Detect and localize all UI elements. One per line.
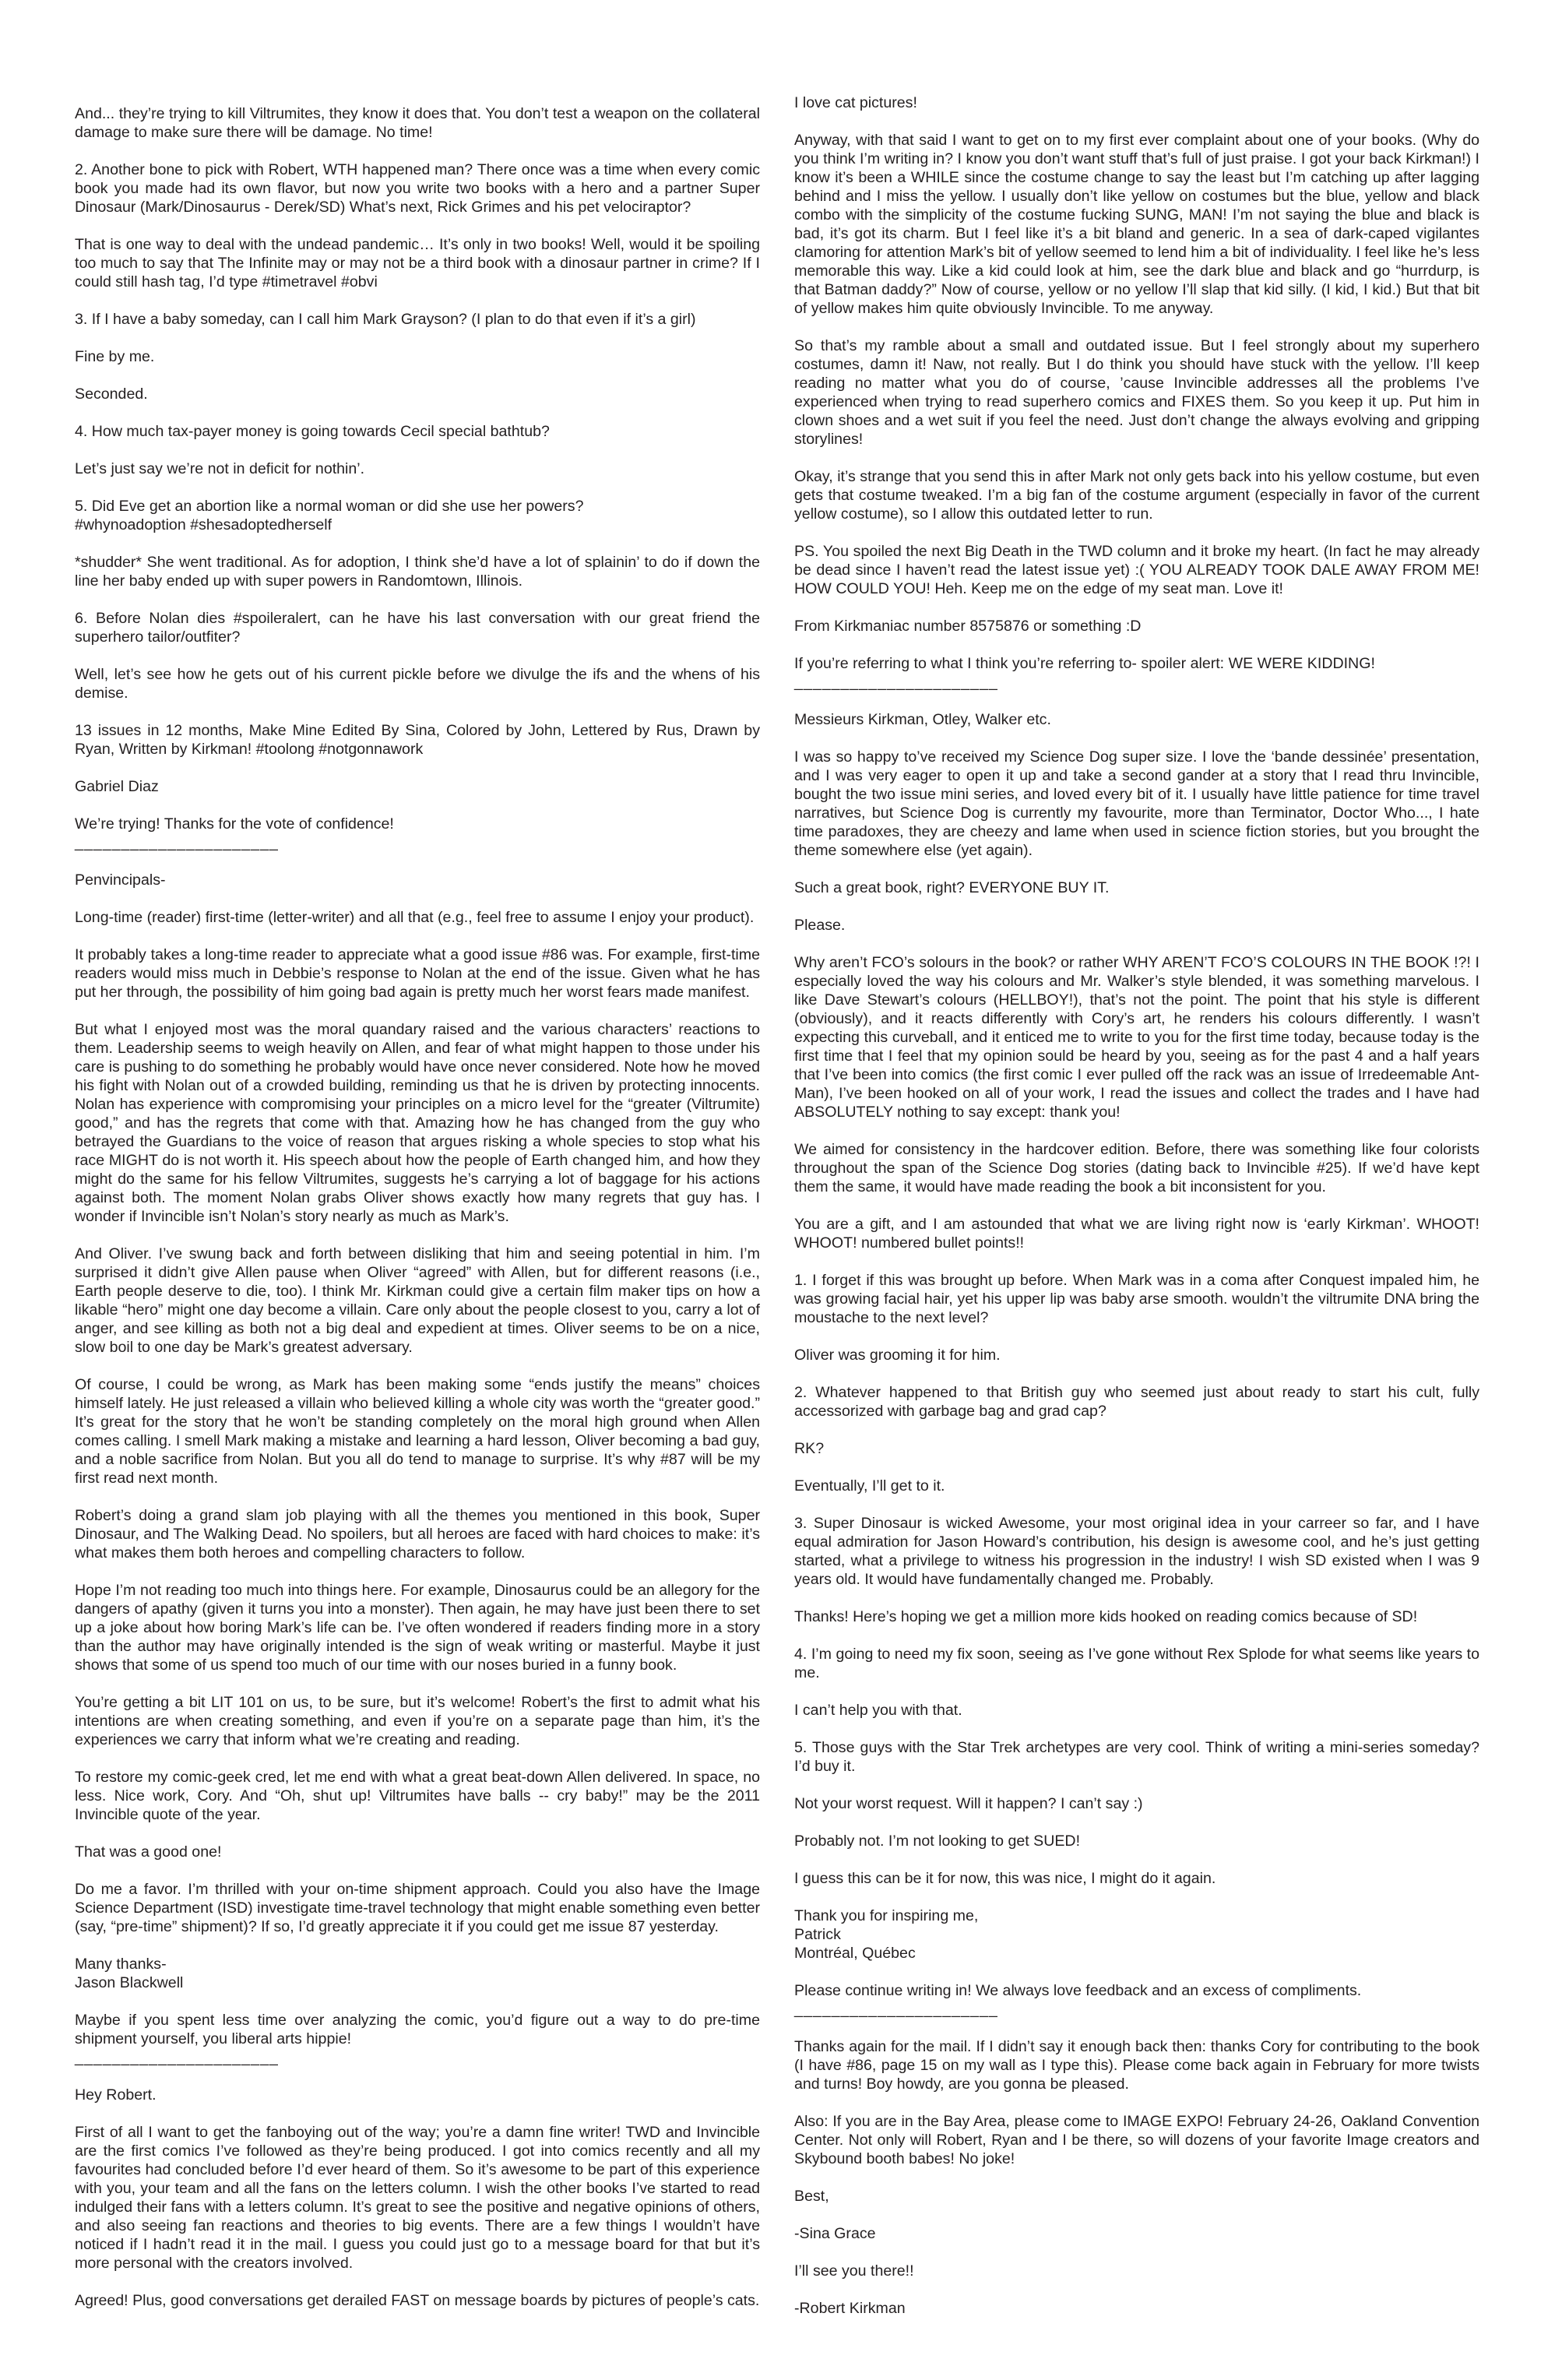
right-paragraph-14: You are a gift, and I am astounded that what we are living right now is ‘early Kirkman’. WHOOT! WHOOT! numbered bullet points!! bbox=[794, 1216, 1479, 1252]
left-paragraph-25: To restore my comic-geek cred, let me end with what a great beat-down Allen delivered. In space, no less. Nice work, Cory. And “Oh, shut up! Viltrumites have balls -- cry baby!” may be the 2011 Invincible quote of the year. bbox=[75, 1769, 760, 1823]
left-paragraph-14: We’re trying! Thanks for the vote of confidence! bbox=[75, 815, 394, 833]
right-paragraph-2: So that’s my ramble about a small and outdated issue. But I feel strongly about my superhero costumes, damn it! Naw, not really. But I do think you should have stuck with the yellow. I’ll keep reading no matter what you do of course, ’cause Invincible addresses all the problems I’ve experienced when trying to read superhero comics and FIXES them. So you keep it up. Put him in clown shoes and a wet suit if you feel the need. Just don’t change the always evolving and gripping storylines! bbox=[794, 337, 1479, 448]
right-paragraph-17: 2. Whatever happened to that British guy who seemed just about ready to start his cult, fully accessorized with garbage bag and grad cap? bbox=[794, 1384, 1479, 1420]
left-paragraph-10: 6. Before Nolan dies #spoileralert, can he have his last conversation with our great friend the superhero tailor/outfiter? bbox=[75, 610, 760, 646]
right-paragraph-26: Probably not. I’m not looking to get SUED! bbox=[794, 1833, 1081, 1850]
right-paragraph-13: We aimed for consistency in the hardcover edition. Before, there was something like four colorists throughout the span of the Science Dog stories (dating back to Invincible #25). If we’d have kept them the same, it would have made reading the book a bit inconsistent for you. bbox=[794, 1141, 1479, 1195]
right-paragraph-5: From Kirkmaniac number 8575876 or something :D bbox=[794, 618, 1142, 635]
left-paragraph-33: Agreed! Plus, good conversations get derailed FAST on message boards by pictures of people’s cats. bbox=[75, 2292, 760, 2309]
left-paragraph-27: Do me a favor. I’m thrilled with your on-time shipment approach. Could you also have the Image Science Department (ISD) investigate time-travel technology that might enable something even better (say, “pre-time” shipment)? If so, I’d greatly appreciate it if you could get me issue 87 yesterday. bbox=[75, 1881, 760, 1935]
right-paragraph-16: Oliver was grooming it for him. bbox=[794, 1347, 1001, 1364]
left-paragraph-8: 5. Did Eve get an abortion like a normal woman or did she use her powers? #whynoadoption #shesadoptedherself bbox=[75, 498, 584, 533]
right-paragraph-11: Please. bbox=[794, 917, 846, 934]
right-paragraph-9: I was so happy to’ve received my Science Dog super size. I love the ‘bande dessinée’ presentation, and I was very eager to open it up and take a second gander at a story that I read thru Invincible, bought the two issue mini series, and loved every bit of it. I usually have little patience for time travel narratives, but Science Dog is currently my favourite, more than Terminator, Doctor Who..., I hate time paradoxes, they are cheezy and lame when used in science fiction stories, but you brought the theme somewhere else (yet again). bbox=[794, 748, 1479, 859]
right-paragraph-12: Why aren’t FCO’s solours in the book? or rather WHY AREN’T FCO’S COLOURS IN THE BOOK !?! I especially loved the way his colours and Mr. Walker’s style blended, it was something marvelous. I like Dave Stewart’s colours (HELLBOY!), that’s not the point. The point that his style is different (obviously), and it reacts differently with Cory’s art, he renders his colours differently. I wasn’t expecting this curveball, and it enticed me to write to you for the first time today, because today is the first time that I feel that my opinion sould be heard by you, seeing as for the past 4 and a half years that I’ve been into comics (the first comic I ever pulled off the rack was an issue of Irredeemable Ant-Man), I’ve been hooked on all of your work, I read the issues and collect the trades and I have had ABSOLUTELY nothing to say except: thank you! bbox=[794, 954, 1479, 1121]
left-paragraph-32: First of all I want to get the fanboying out of the way; you’re a damn fine writer! TWD and Invincible are the first comics I’ve followed as they’re being produced. I got into comics recently and all my favourites had concluded before I’d ever heard of them. So it’s awesome to be part of this experience with you, your team and all the fans on the letters column. I wish the other books I’ve started to read indulged their fans with a letters column. It’s great to see the positive and negative opinions of others, and also seeing fan reactions and theories to big events. There are a few things I wouldn’t have noticed if I hadn’t read it in the mail. I guess you could just go to a message board for that but it’s more personal with the creators involved. bbox=[75, 2124, 760, 2272]
right-paragraph-36: -Robert Kirkman bbox=[794, 2300, 906, 2317]
right-paragraph-19: Eventually, I’ll get to it. bbox=[794, 1477, 945, 1495]
right-column bbox=[794, 93, 1479, 2336]
left-paragraph-0: And... they’re trying to kill Viltrumites, they know it does that. You don’t test a weapon on the collateral damage to make sure there will be damage. No time! bbox=[75, 105, 760, 141]
left-column bbox=[75, 104, 760, 2329]
right-paragraph-20: 3. Super Dinosaur is wicked Awesome, your most original idea in your carreer so far, and I have equal admiration for Jason Howard’s contribution, his design is awesome cool, and he’s just getting started, what a privilege to witness his progression in the industry! I wish SD existed when I was 9 years old. It would have fundamentally changed me. Probably. bbox=[794, 1515, 1479, 1588]
left-paragraph-19: But what I enjoyed most was the moral quandary raised and the various characters’ reactions to them. Leadership seems to weigh heavily on Allen, and fear of what might happen to those under his care is pushing to do something he probably would have once never considered. Note how he moved his fight with Nolan out of a crowded building, reminding us that he is driven by protecting innocents. Nolan has experience with compromising your principles on a micro level for the “greater (Viltrumite) good,” and has the regrets that come with that. Amazing how he has changed from the guy who betrayed the Guardians to the voice of reason that argues risking a whole species to stop what his race MIGHT do is not worth it. His speech about how the people of Earth changed him, and how they might do the same for his fellow Viltrumites, suggests he’s carrying a lot of baggage for his actions against both. The moment Nolan grabs Oliver shows exactly how many regrets that guy has. I wonder if Invincible isn’t Nolan’s story nearly as much as Mark’s. bbox=[75, 1021, 760, 1225]
right-paragraph-0: I love cat pictures! bbox=[794, 94, 917, 111]
right-paragraph-4: PS. You spoiled the next Big Death in the TWD column and it broke my heart. (In fact he may already be dead since I haven’t read the latest issue yet) :( YOU ALREADY TOOK DALE AWAY FROM ME! HOW COULD YOU! Heh. Keep me on the edge of my seat man. Love it! bbox=[794, 543, 1479, 597]
left-paragraph-22: Robert’s doing a grand slam job playing with all the themes you mentioned in this book, Super Dinosaur, and The Walking Dead. No spoilers, but all heroes are faced with hard choices to make: it’s what makes them both heroes and compelling characters to follow. bbox=[75, 1507, 760, 1561]
right-paragraph-34: -Sina Grace bbox=[794, 2225, 876, 2242]
left-paragraph-4: Fine by me. bbox=[75, 348, 155, 365]
right-divider-30: ______________________ bbox=[794, 2001, 998, 2018]
left-paragraph-21: Of course, I could be wrong, as Mark has been making some “ends justify the means” choices himself lately. He just released a villain who believed killing a whole city was worth the “greater good.” It’s great for the story that he won’t be standing completely on the moral high ground when Allen comes calling. I smell Mark making a mistake and learning a hard lesson, Oliver becoming a bad guy, and a noble sacrifice from Nolan. But you all do tend to manage to surprise. It’s why #87 will be my first read next month. bbox=[75, 1376, 760, 1487]
right-paragraph-3: Okay, it’s strange that you send this in after Mark not only gets back into his yellow costume, but even gets that costume tweaked. I’m a big fan of the costume argument (especially in favor of the current yellow costume), so I allow this outdated letter to run. bbox=[794, 468, 1479, 523]
right-paragraph-6: If you’re referring to what I think you’re referring to- spoiler alert: WE WERE KIDDING! bbox=[794, 655, 1375, 672]
left-paragraph-23: Hope I’m not reading too much into things here. For example, Dinosaurus could be an allegory for the dangers of apathy (given it turns you into a monster). Then again, he may have just been there to set up a joke about how boring Mark’s life can be. I’ve often wondered if readers finding more in a story than the author may have originally intended is the sign of weak writing or masterful. Maybe it just shows that some of us spend too much of our time with our noses buried in a funny book. bbox=[75, 1582, 760, 1674]
left-paragraph-29: Maybe if you spent less time over analyzing the comic, you’d figure out a way to do pre-time shipment yourself, you liberal arts hippie! bbox=[75, 2012, 760, 2047]
right-paragraph-33: Best, bbox=[794, 2188, 829, 2205]
right-paragraph-15: 1. I forget if this was brought up before. When Mark was in a coma after Conquest impaled him, he was growing facial hair, yet his upper lip was baby arse smooth. wouldn’t the viltrumite DNA bring the moustache to the next level? bbox=[794, 1272, 1479, 1326]
left-paragraph-16: Penvincipals- bbox=[75, 871, 166, 889]
right-paragraph-21: Thanks! Here’s hoping we get a million more kids hooked on reading comics because of SD! bbox=[794, 1608, 1418, 1625]
left-paragraph-13: Gabriel Diaz bbox=[75, 778, 159, 795]
right-paragraph-27: I guess this can be it for now, this was nice, I might do it again. bbox=[794, 1870, 1216, 1887]
left-paragraph-1: 2. Another bone to pick with Robert, WTH happened man? There once was a time when every comic book you made had its own flavor, but now you write two books with a hero and a partner Super Dinosaur (Mark/Dinosaurus - Derek/SD) What’s next, Rick Grimes and his pet velociraptor? bbox=[75, 161, 760, 216]
right-paragraph-22: 4. I’m going to need my fix soon, seeing as I’ve gone without Rex Splode for what seems like years to me. bbox=[794, 1646, 1479, 1681]
left-paragraph-17: Long-time (reader) first-time (letter-writer) and all that (e.g., feel free to assume I enjoy your product). bbox=[75, 909, 755, 926]
left-paragraph-6: 4. How much tax-payer money is going towards Cecil special bathtub? bbox=[75, 423, 550, 440]
right-paragraph-24: 5. Those guys with the Star Trek archetypes are very cool. Think of writing a mini-series someday? I’d buy it. bbox=[794, 1739, 1479, 1775]
left-paragraph-5: Seconded. bbox=[75, 386, 148, 403]
left-paragraph-26: That was a good one! bbox=[75, 1843, 222, 1861]
right-paragraph-28: Thank you for inspiring me, Patrick Montréal, Québec bbox=[794, 1907, 979, 1962]
right-paragraph-35: I’ll see you there!! bbox=[794, 2262, 914, 2280]
left-paragraph-2: That is one way to deal with the undead pandemic… It’s only in two books! Well, would it be spoiling too much to say that The Infinite may or may not be a third book with a dinosaur partner in crime? If I could still hash tag, I’d type #timetravel #obvi bbox=[75, 236, 760, 290]
right-paragraph-23: I can’t help you with that. bbox=[794, 1702, 962, 1719]
left-paragraph-20: And Oliver. I’ve swung back and forth between disliking that him and seeing potential in him. I’m surprised it didn’t give Allen pause when Oliver “agreed” with Allen, but for different reasons (i.e., Earth people deserve to die, too). I think Mr. Kirkman could give a certain film maker tips on how a likable “hero” might one day become a villain. Care only about the people closest to you, carry a lot of anger, and see killing as both not a big deal and expedient at times. Oliver seems to be on a nice, slow boil to one day be Mark’s greatest adversary. bbox=[75, 1245, 760, 1356]
right-paragraph-10: Such a great book, right? EVERYONE BUY IT. bbox=[794, 879, 1110, 896]
left-paragraph-7: Let’s just say we’re not in deficit for nothin’. bbox=[75, 460, 365, 477]
left-divider-30: ______________________ bbox=[75, 2049, 279, 2066]
right-paragraph-8: Messieurs Kirkman, Otley, Walker etc. bbox=[794, 711, 1051, 728]
left-paragraph-24: You’re getting a bit LIT 101 on us, to be sure, but it’s welcome! Robert’s the first to admit what his intentions are when creating something, and even if you’re on a separate page than him, it’s the experiences we carry that inform what we’re creating and reading. bbox=[75, 1694, 760, 1748]
left-paragraph-28: Many thanks- Jason Blackwell bbox=[75, 1956, 184, 1991]
right-paragraph-31: Thanks again for the mail. If I didn’t say it enough back then: thanks Cory for contributing to the book (I have #86, page 15 on my wall as I type this). Please come back again in February for more twists and turns! Boy howdy, are you gonna be pleased. bbox=[794, 2038, 1479, 2093]
right-divider-7: ______________________ bbox=[794, 674, 998, 691]
right-paragraph-1: Anyway, with that said I want to get on to my first ever complaint about one of your books. (Why do you think I’m writing in? I know you don’t want stuff that’s full of just praise. I got your back Kirkman!) I know it’s been a WHILE since the costume change to say the least but I’m catching up after lagging behind and I miss the yellow. I usually don’t like yellow on costumes but the blue, yellow and black combo with the simplicity of the costume fucking SUNG, MAN! I’m not saying the blue and black is bad, it’s got its charm. But I feel like it’s a bit bland and generic. In a sea of dark-caped vigilantes clamoring for attention Mark’s bit of yellow seemed to lend him a bit of individuality. I feel like he’s less memorable this way. Like a kid could look at him, see the dark blue and black and go “hurrdurp, is that Batman daddy?” Now of course, yellow or no yellow I’ll slap that kid silly. (I kid, I kid.) But that bit of yellow makes him quite obviously Invincible. To me anyway. bbox=[794, 132, 1479, 317]
right-paragraph-32: Also: If you are in the Bay Area, please come to IMAGE EXPO! February 24-26, Oakland Convention Center. Not only will Robert, Ryan and I be there, so will dozens of your favorite Image creators and Skybound booth babes! No joke! bbox=[794, 2113, 1479, 2167]
right-paragraph-25: Not your worst request. Will it happen? I can’t say :) bbox=[794, 1795, 1143, 1812]
left-paragraph-11: Well, let’s see how he gets out of his current pickle before we divulge the ifs and the whens of his demise. bbox=[75, 666, 760, 702]
left-paragraph-12: 13 issues in 12 months, Make Mine Edited By Sina, Colored by John, Lettered by Rus, Drawn by Ryan, Written by Kirkman! #toolong #notgonnawork bbox=[75, 722, 760, 758]
left-paragraph-18: It probably takes a long-time reader to appreciate what a good issue #86 was. For example, first-time readers would miss much in Debbie’s response to Nolan at the end of the issue. Given what he has put her through, the possibility of him going bad again is pretty much her worst fears made manifest. bbox=[75, 946, 760, 1001]
left-paragraph-3: 3. If I have a baby someday, can I call him Mark Grayson? (I plan to do that even if it’s a girl) bbox=[75, 311, 696, 328]
right-paragraph-29: Please continue writing in! We always love feedback and an excess of compliments. bbox=[794, 1982, 1362, 1999]
left-paragraph-31: Hey Robert. bbox=[75, 2086, 157, 2104]
right-paragraph-18: RK? bbox=[794, 1440, 825, 1457]
left-divider-15: ______________________ bbox=[75, 834, 279, 851]
left-paragraph-9: *shudder* She went traditional. As for adoption, I think she’d have a lot of splainin’ to do if down the line her baby ended up with super powers in Randomtown, Illinois. bbox=[75, 554, 760, 590]
